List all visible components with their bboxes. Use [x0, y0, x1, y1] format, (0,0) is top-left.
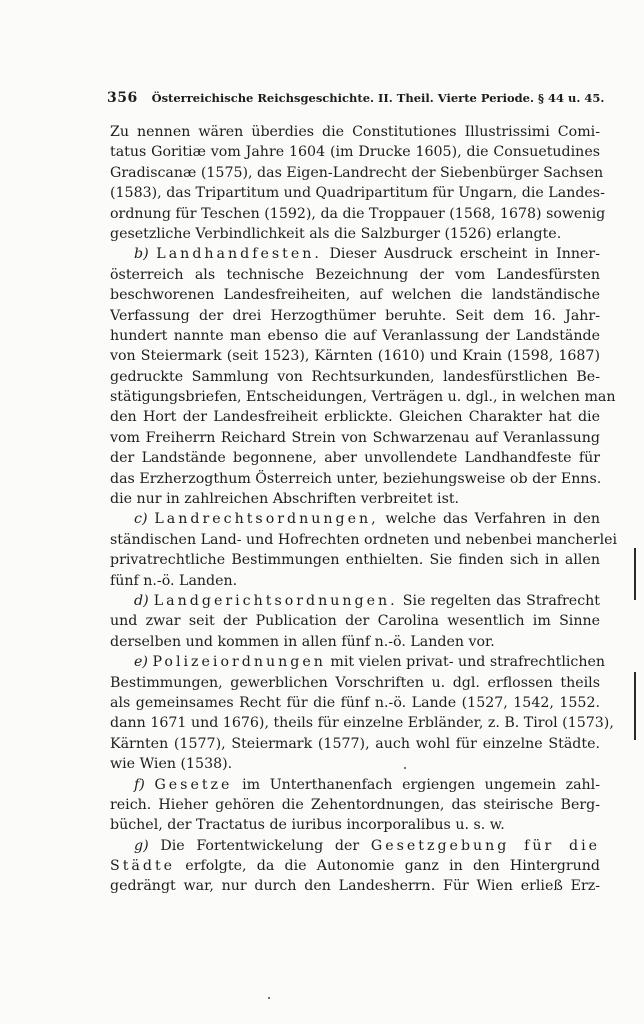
- text-line: [110, 163, 604, 183]
- line-text: tatus Goritiæ vom Jahre 1604 (im Drucke 1605), die Consuetudines: [110, 144, 600, 161]
- text-line: [110, 571, 600, 591]
- line-text: (1583), das Tripartitum und Quadripartitum für Ungarn, die Landes-: [110, 185, 605, 202]
- line-text: das Erzherzogthum Österreich unter, beziehungsweise ob der Enns.: [110, 470, 602, 487]
- text-line: [110, 469, 600, 489]
- text-line: [110, 306, 600, 326]
- text-line: [110, 550, 600, 570]
- line-text: Verfassung der drei Herzogthümer beruhte. Seit dem 16. Jahr-: [110, 307, 600, 324]
- line-text: den Hort der Landesfreiheit erblickte. Gleichen Charakter hat die: [110, 409, 600, 426]
- text-line: [110, 122, 600, 142]
- speck: [404, 767, 406, 769]
- line-text: fünf n.-ö. Landen.: [110, 572, 238, 589]
- spaced-heading: Städte: [110, 858, 176, 875]
- item-letter: c): [134, 511, 148, 528]
- text-line: [110, 265, 600, 285]
- line-text: der Landstände begonnene, aber unvollendete Landhandfeste für: [110, 450, 600, 467]
- line-text: erfolgte, da die Autonomie ganz in den Hintergrund: [175, 858, 600, 875]
- line-text: gedrängt war, nur durch den Landesherrn. Für Wien erließ Erz-: [110, 878, 600, 895]
- text-line: [110, 611, 600, 631]
- text-line: [110, 795, 600, 815]
- text-line: [110, 244, 600, 264]
- line-text: dann 1671 und 1676), theils für einzelne Erbländer, z. B. Tirol (1573),: [110, 715, 614, 732]
- text-line: [110, 224, 600, 244]
- text-line: [110, 815, 600, 835]
- text-line: [110, 754, 600, 774]
- line-text: mit vielen privat- und strafrechtlichen: [325, 654, 606, 671]
- line-text: ständischen Land- und Hofrechten ordneten und nebenbei mancherlei: [110, 531, 618, 548]
- text-line: [110, 856, 600, 876]
- text-line: [110, 509, 600, 529]
- line-text: von Steiermark (seit 1523), Kärnten (1610) und Krain (1598, 1687): [110, 348, 600, 365]
- line-text: im Unterthanenfach ergiengen ungemein zahl-: [232, 776, 601, 793]
- text-line: [110, 591, 600, 611]
- text-line: [110, 285, 600, 305]
- text-line: [110, 204, 606, 224]
- text-line: [110, 836, 600, 856]
- text-line: [110, 734, 600, 754]
- text-line: [110, 632, 600, 652]
- text-line: [110, 387, 616, 407]
- text-line: [110, 775, 600, 795]
- body-text: [110, 122, 618, 897]
- text-line: [110, 693, 600, 713]
- spaced-heading: Gesetze: [154, 776, 233, 793]
- text-line: [110, 346, 600, 366]
- text-line: [110, 407, 600, 427]
- line-text: Dieser Ausdruck erscheint in Inner-: [321, 246, 600, 263]
- speck: [268, 997, 270, 999]
- line-text: welche das Verfahren in den: [378, 511, 600, 528]
- line-text: Die Fortentwickelung der: [148, 837, 371, 854]
- line-text: stätigungsbriefen, Entscheidungen, Verträgen u. dgl., in welchen man: [110, 389, 616, 406]
- line-text: die nur in zahlreichen Abschriften verbreitet ist.: [110, 491, 460, 508]
- text-line: [110, 652, 606, 672]
- line-text: als gemeinsames Recht für die fünf n.-ö. Lande (1527, 1542, 1552.: [110, 694, 600, 711]
- spaced-heading: Polizeiordnungen: [152, 654, 326, 671]
- running-title: Österreichische Reichsgeschichte. II. Theil. Vierte Periode. § 44 u. 45.: [151, 91, 605, 105]
- text-line: [110, 713, 614, 733]
- line-text: reich. Hieher gehören die Zehentordnungen, das steirische Berg-: [110, 796, 600, 813]
- text-line: [110, 876, 600, 896]
- line-text: Bestimmungen, gewerblichen Vorschriften u. dgl. erflossen theils: [110, 674, 600, 691]
- spaced-heading: Landgerichtsordnungen.: [153, 592, 398, 609]
- margin-mark: [634, 548, 636, 600]
- line-text: ordnung für Teschen (1592), da die Troppauer (1568, 1678) sowenig: [110, 205, 606, 222]
- line-text: wie Wien (1538).: [110, 756, 233, 773]
- text-line: [110, 428, 600, 448]
- text-line: [110, 142, 600, 162]
- text-line: [110, 530, 618, 550]
- line-text: privatrechtliche Bestimmungen enthielten. Sie finden sich in allen: [110, 552, 600, 569]
- line-text: Sie regelten das Strafrecht: [397, 592, 600, 609]
- spaced-heading: Landrechtsordnungen,: [154, 511, 379, 528]
- line-text: gedruckte Sammlung von Rechtsurkunden, landesfürstlichen Be-: [110, 368, 600, 385]
- item-letter: b): [134, 246, 149, 263]
- item-letter: g): [134, 837, 149, 854]
- line-text: österreich als technische Bezeichnung der vom Landesfürsten: [110, 266, 600, 283]
- line-text: Zu nennen wären überdies die Constitutiones Illustrissimi Comi-: [110, 124, 600, 140]
- line-text: Kärnten (1577), Steiermark (1577), auch wohl für einzelne Städte.: [110, 735, 600, 752]
- line-text: derselben und kommen in allen fünf n.-ö. Landen vor.: [110, 633, 495, 650]
- spaced-heading: Gesetzgebung für die: [370, 837, 600, 854]
- item-letter: e): [134, 654, 148, 671]
- item-letter: f): [134, 776, 145, 793]
- text-line: [110, 367, 600, 387]
- line-text: gesetzliche Verbindlichkeit als die Salzburger (1526) erlangte.: [110, 225, 562, 242]
- page-header: [107, 90, 605, 106]
- line-text: beschworenen Landesfreiheiten, auf welchen die landständische: [110, 287, 600, 304]
- spaced-heading: Landhandfesten.: [156, 246, 322, 263]
- line-text: hundert nannte man ebenso die auf Veranlassung der Landstände: [110, 327, 600, 344]
- line-text: büchel, der Tractatus de iuribus incorporalibus u. s. w.: [110, 817, 505, 834]
- line-text: Gradiscanæ (1575), das Eigen-Landrecht der Siebenbürger Sachsen: [110, 164, 604, 181]
- line-text: vom Freiherrn Reichard Strein von Schwarzenau auf Veranlassung: [110, 429, 600, 446]
- item-letter: d): [134, 592, 149, 609]
- text-line: [110, 183, 605, 203]
- margin-mark: [634, 672, 636, 740]
- page-number: 356: [107, 90, 138, 106]
- text-line: [110, 326, 600, 346]
- line-text: und zwar seit der Publication der Carolina wesentlich im Sinne: [110, 613, 600, 630]
- text-line: [110, 673, 600, 693]
- text-line: [110, 448, 600, 468]
- text-line: [110, 489, 600, 509]
